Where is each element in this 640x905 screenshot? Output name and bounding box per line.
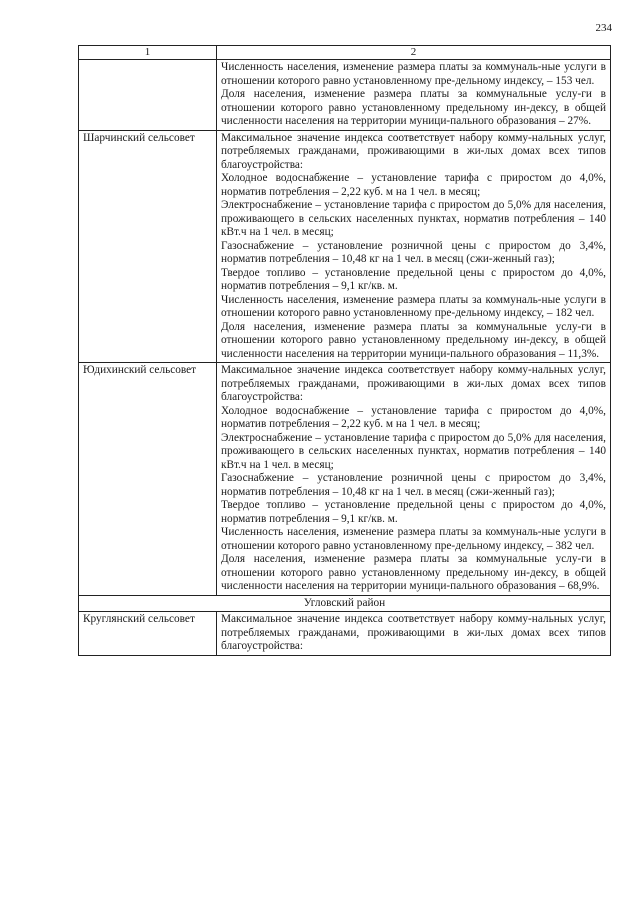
row-text bbox=[217, 60, 611, 131]
municipality-name bbox=[79, 60, 217, 131]
paragraph: Доля населения, изменение размера платы за коммунальные услу-ги в отношении которого равно установленному предельному ин-дексу, в общей численности населения на территории муници-пального образования – 11,3%. bbox=[221, 320, 606, 360]
page-number: 234 bbox=[595, 22, 612, 34]
table-row bbox=[79, 60, 611, 131]
column-header-1: 1 bbox=[79, 46, 217, 60]
paragraph: Доля населения, изменение размера платы за коммунальные услу-ги в отношении которого равно установленному предельному ин-дексу, в общей численности населения на территории муници-пального образования – 27%. bbox=[221, 88, 606, 127]
table-header-row bbox=[79, 46, 611, 60]
table-row bbox=[79, 130, 611, 363]
paragraph: Твердое топливо – установление предельной цены с приростом до 4,0%, норматив потребления – 9,1 кг/кв. м. bbox=[221, 499, 606, 525]
paragraph: Численность населения, изменение размера платы за коммуналь-ные услуги в отношении которого равно установленному пре-дельному индексу, – 382 чел. bbox=[221, 526, 606, 552]
paragraph: Численность населения, изменение размера платы за коммуналь-ные услуги в отношении которого равно установленному пре-дельному индексу, – 153 чел. bbox=[221, 61, 606, 87]
paragraph: Доля населения, изменение размера платы за коммунальные услу-ги в отношении которого равно установленному предельному ин-дексу, в общей численности населения на территории муници-пального образования – 68,9%. bbox=[221, 553, 606, 592]
municipality-name: Юдихинский сельсовет bbox=[79, 363, 217, 596]
table-row bbox=[79, 363, 611, 596]
paragraph: Максимальное значение индекса соответствует набору комму-нальных услуг, потребляемых гражданами, проживающими в жи-лых домах всех типов благоустройства: bbox=[221, 613, 606, 652]
paragraph: Численность населения, изменение размера платы за коммуналь-ные услуги в отношении которого равно установленному пре-дельному индексу, – 182 чел. bbox=[221, 293, 606, 319]
municipality-name: Шарчинский сельсовет bbox=[79, 130, 217, 363]
paragraph: Электроснабжение – установление тарифа с приростом до 5,0% для населения, проживающего в сельских населенных пунктах, норматив потребления – 140 кВт.ч на 1 чел. в месяц; bbox=[221, 431, 606, 471]
row-text bbox=[217, 130, 611, 363]
paragraph: Холодное водоснабжение – установление тарифа с приростом до 4,0%, норматив потребления – 2,22 куб. м на 1 чел. в месяц; bbox=[221, 172, 606, 198]
paragraph: Холодное водоснабжение – установление тарифа с приростом до 4,0%, норматив потребления – 2,22 куб. м на 1 чел. в месяц; bbox=[221, 404, 606, 430]
paragraph: Газоснабжение – установление розничной цены с приростом до 3,4%, норматив потребления – 10,48 кг на 1 чел. в месяц (сжи-женный газ); bbox=[221, 239, 606, 265]
row-text bbox=[217, 363, 611, 596]
paragraph: Электроснабжение – установление тарифа с приростом до 5,0% для населения, проживающего в сельских населенных пунктах, норматив потребления – 140 кВт.ч на 1 чел. в месяц; bbox=[221, 199, 606, 238]
paragraph: Максимальное значение индекса соответствует набору комму-нальных услуг, потребляемых гражданами, проживающими в жи-лых домах всех типов благоустройства: bbox=[221, 364, 606, 403]
row-text bbox=[217, 612, 611, 656]
section-title: Угловский район bbox=[79, 595, 611, 612]
paragraph: Твердое топливо – установление предельной цены с приростом до 4,0%, норматив потребления – 9,1 кг/кв. м. bbox=[221, 266, 606, 292]
table-row bbox=[79, 612, 611, 656]
paragraph: Газоснабжение – установление розничной цены с приростом до 3,4%, норматив потребления – 10,48 кг на 1 чел. в месяц (сжи-женный газ); bbox=[221, 472, 606, 498]
document-table bbox=[78, 45, 611, 656]
municipality-name: Круглянский сельсовет bbox=[79, 612, 217, 656]
paragraph: Максимальное значение индекса соответствует набору комму-нальных услуг, потребляемых гражданами, проживающими в жи-лых домах всех типов благоустройства: bbox=[221, 131, 606, 171]
column-header-2: 2 bbox=[217, 46, 611, 60]
section-header-row bbox=[79, 595, 611, 612]
